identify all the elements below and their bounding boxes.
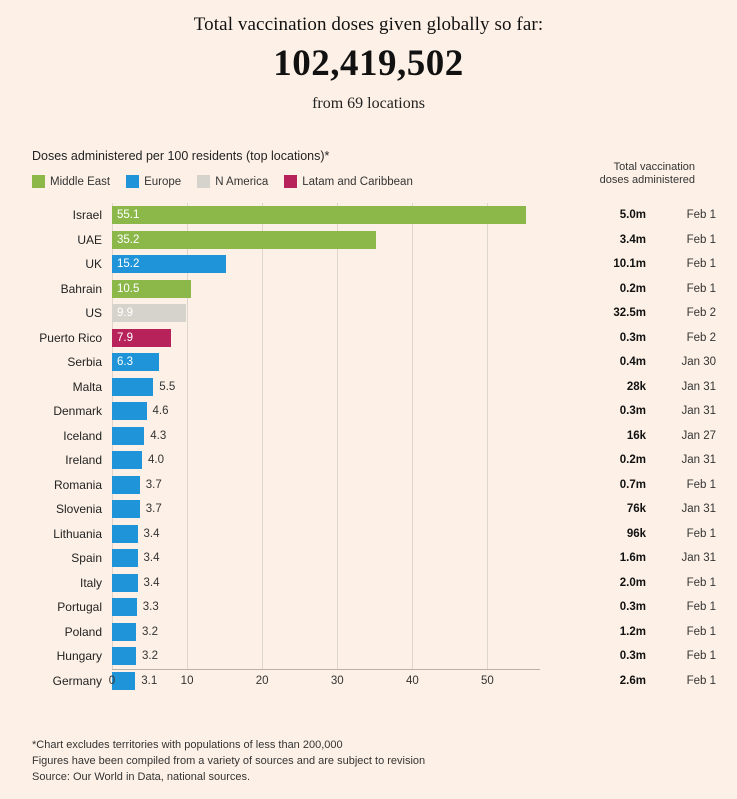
category-label: Slovenia bbox=[55, 502, 102, 516]
bar bbox=[112, 500, 140, 518]
total-doses-value: 0.2m bbox=[619, 282, 646, 295]
right-value-row bbox=[540, 424, 735, 449]
footnotes bbox=[32, 737, 425, 785]
category-label-row bbox=[32, 375, 108, 400]
total-doses-value: 0.2m bbox=[619, 454, 646, 466]
category-label: Israel bbox=[72, 208, 102, 222]
bar-value-label: 3.2 bbox=[142, 625, 159, 638]
bars-list bbox=[112, 203, 540, 693]
category-label-row bbox=[32, 620, 108, 645]
legend-item bbox=[197, 175, 268, 188]
category-label: Bahrain bbox=[60, 281, 102, 296]
bar-chart-plot bbox=[32, 203, 716, 693]
legend-label: N America bbox=[215, 175, 269, 188]
total-doses-value: 16k bbox=[626, 429, 646, 442]
bar bbox=[112, 525, 138, 543]
bars-area bbox=[108, 203, 716, 693]
right-value-row bbox=[540, 326, 735, 351]
table-row bbox=[112, 326, 540, 351]
header bbox=[0, 0, 737, 113]
as-of-date: Jan 31 bbox=[681, 380, 716, 393]
page-title: Total vaccination doses given globally so far: bbox=[193, 14, 544, 35]
bar-value-label: 4.6 bbox=[152, 405, 169, 417]
legend-swatch-icon bbox=[126, 175, 139, 188]
table-row bbox=[112, 301, 540, 326]
right-value-row bbox=[540, 497, 735, 522]
bar-value-label: 3.7 bbox=[145, 478, 162, 491]
bar bbox=[112, 402, 147, 420]
total-doses-value: 32.5m bbox=[613, 307, 646, 319]
category-label-row bbox=[32, 546, 108, 571]
category-label: Malta bbox=[72, 379, 102, 394]
right-value-row bbox=[540, 546, 735, 571]
category-label: Iceland bbox=[63, 428, 102, 443]
total-doses-value: 0.3m bbox=[619, 331, 646, 344]
right-value-row bbox=[540, 669, 735, 694]
right-value-row bbox=[540, 620, 735, 645]
category-label: Serbia bbox=[67, 355, 102, 369]
category-label: Hungary bbox=[56, 649, 102, 663]
total-doses-value: 2.6m bbox=[619, 674, 646, 687]
right-value-row bbox=[540, 203, 735, 228]
bar bbox=[112, 427, 144, 445]
category-label-row bbox=[32, 277, 108, 302]
legend-swatch-icon bbox=[284, 175, 297, 188]
table-row bbox=[112, 277, 540, 302]
footnote-line: *Chart excludes territories with populations of less than 200,000 bbox=[32, 739, 343, 751]
category-label-row bbox=[32, 252, 108, 277]
category-label-row bbox=[32, 399, 108, 424]
legend-label: Middle East bbox=[50, 175, 111, 188]
category-label: Italy bbox=[79, 575, 102, 590]
as-of-date: Feb 1 bbox=[686, 674, 716, 687]
right-value-row bbox=[540, 252, 735, 277]
as-of-date: Feb 2 bbox=[686, 307, 716, 319]
total-doses-value: 76k bbox=[626, 503, 646, 515]
category-label: Germany bbox=[52, 673, 102, 688]
right-column-header-line1: Total vaccination bbox=[613, 161, 695, 173]
x-tick-label: 20 bbox=[255, 675, 269, 687]
as-of-date: Feb 1 bbox=[686, 576, 716, 589]
category-label-row bbox=[32, 595, 108, 620]
table-row bbox=[112, 644, 540, 669]
bar bbox=[112, 623, 136, 641]
table-row bbox=[112, 424, 540, 449]
legend-label: Latam and Caribbean bbox=[302, 175, 413, 188]
as-of-date: Feb 1 bbox=[686, 478, 716, 491]
bar-value-label: 6.3 bbox=[117, 356, 133, 368]
x-axis-ticks bbox=[108, 671, 540, 691]
bar bbox=[112, 451, 142, 469]
as-of-date: Feb 1 bbox=[686, 625, 716, 638]
total-doses-value: 96k bbox=[626, 527, 646, 540]
x-tick-label: 50 bbox=[481, 675, 494, 687]
bar bbox=[112, 647, 136, 665]
right-value-row bbox=[540, 644, 735, 669]
category-label-row bbox=[32, 669, 108, 694]
total-doses-number: 102,419,502 bbox=[273, 43, 464, 84]
total-doses-value: 3.4m bbox=[619, 233, 646, 246]
category-label: Puerto Rico bbox=[39, 330, 102, 345]
category-label-row bbox=[32, 228, 108, 253]
category-label: Ireland bbox=[65, 453, 102, 467]
category-labels bbox=[32, 203, 108, 693]
category-label-row bbox=[32, 473, 108, 498]
category-label: Lithuania bbox=[53, 526, 102, 541]
bar bbox=[112, 231, 376, 249]
as-of-date: Jan 31 bbox=[681, 454, 716, 466]
table-row bbox=[112, 522, 540, 547]
total-doses-value: 0.3m bbox=[619, 601, 646, 613]
table-row bbox=[112, 546, 540, 571]
total-doses-value: 0.4m bbox=[619, 356, 646, 368]
as-of-date: Jan 31 bbox=[681, 405, 716, 417]
bar-value-label: 4.3 bbox=[150, 429, 167, 442]
category-label: Portugal bbox=[57, 600, 102, 614]
right-column-header bbox=[600, 161, 695, 187]
bar-value-label: 3.4 bbox=[143, 576, 160, 589]
total-doses-value: 1.6m bbox=[619, 552, 646, 564]
as-of-date: Jan 31 bbox=[681, 503, 716, 515]
category-label-row bbox=[32, 203, 108, 228]
total-doses-value: 1.2m bbox=[619, 625, 646, 638]
category-label-row bbox=[32, 301, 108, 326]
footnote-line: Figures have been compiled from a variety of sources and are subject to revision bbox=[32, 755, 426, 767]
legend-item bbox=[32, 175, 110, 188]
bar-value-label: 35.2 bbox=[117, 233, 140, 246]
right-values-column bbox=[540, 203, 735, 693]
bar-value-label: 5.5 bbox=[159, 380, 176, 393]
x-tick-label: 40 bbox=[405, 675, 419, 687]
bar-value-label: 3.4 bbox=[143, 527, 160, 540]
total-doses-value: 10.1m bbox=[613, 258, 646, 270]
right-value-row bbox=[540, 375, 735, 400]
legend-swatch-icon bbox=[197, 175, 210, 188]
table-row bbox=[112, 571, 540, 596]
bar-value-label: 4.0 bbox=[148, 454, 165, 466]
as-of-date: Jan 31 bbox=[681, 552, 716, 564]
category-label-row bbox=[32, 497, 108, 522]
legend-label: Europe bbox=[144, 175, 182, 188]
right-value-row bbox=[540, 350, 735, 375]
category-label-row bbox=[32, 424, 108, 449]
bar-value-label: 3.2 bbox=[142, 650, 159, 662]
bar bbox=[112, 206, 526, 224]
x-tick-label: 10 bbox=[180, 675, 194, 687]
total-doses-value: 0.3m bbox=[619, 650, 646, 662]
bar-value-label: 9.9 bbox=[117, 307, 133, 319]
table-row bbox=[112, 203, 540, 228]
as-of-date: Feb 2 bbox=[686, 331, 716, 344]
total-doses-value: 28k bbox=[626, 380, 646, 393]
right-value-row bbox=[540, 228, 735, 253]
bar-value-label: 3.7 bbox=[145, 503, 162, 515]
locations-subtitle: from 69 locations bbox=[312, 95, 425, 112]
legend-item bbox=[284, 175, 413, 188]
table-row bbox=[112, 448, 540, 473]
table-row bbox=[112, 595, 540, 620]
as-of-date: Feb 1 bbox=[686, 209, 716, 221]
bar bbox=[112, 574, 138, 592]
as-of-date: Feb 1 bbox=[686, 258, 716, 270]
bar-value-label: 3.3 bbox=[142, 601, 159, 613]
total-doses-value: 0.3m bbox=[619, 405, 646, 417]
category-label: Romania bbox=[53, 477, 102, 492]
table-row bbox=[112, 350, 540, 375]
footnote-line: Source: Our World in Data, national sources. bbox=[32, 771, 251, 783]
bar-value-label: 7.9 bbox=[117, 331, 133, 344]
table-row bbox=[112, 375, 540, 400]
as-of-date: Feb 1 bbox=[686, 233, 716, 246]
category-label: UAE bbox=[77, 232, 102, 247]
total-doses-value: 5.0m bbox=[619, 209, 646, 221]
chart-block bbox=[0, 149, 737, 693]
bar-value-label: 10.5 bbox=[117, 282, 140, 295]
right-value-row bbox=[540, 399, 735, 424]
category-label-row bbox=[32, 644, 108, 669]
category-label: US bbox=[85, 306, 102, 320]
bar-value-label: 3.4 bbox=[143, 552, 160, 564]
right-column-header-line2: doses administered bbox=[599, 174, 695, 186]
bar-value-label: 15.2 bbox=[117, 258, 140, 270]
bar-value-label: 55.1 bbox=[117, 209, 140, 221]
as-of-date: Feb 1 bbox=[686, 282, 716, 295]
table-row bbox=[112, 473, 540, 498]
category-label-row bbox=[32, 326, 108, 351]
bar bbox=[112, 378, 153, 396]
legend-swatch-icon bbox=[32, 175, 45, 188]
category-label: Poland bbox=[64, 624, 102, 639]
as-of-date: Feb 1 bbox=[686, 527, 716, 540]
table-row bbox=[112, 252, 540, 277]
category-label-row bbox=[32, 350, 108, 375]
as-of-date: Feb 1 bbox=[686, 601, 716, 613]
right-value-row bbox=[540, 522, 735, 547]
total-doses-value: 0.7m bbox=[619, 478, 646, 491]
category-label: Denmark bbox=[53, 404, 102, 418]
right-value-row bbox=[540, 301, 735, 326]
category-label-row bbox=[32, 571, 108, 596]
as-of-date: Feb 1 bbox=[686, 650, 716, 662]
category-label: UK bbox=[85, 257, 102, 271]
right-value-row bbox=[540, 473, 735, 498]
category-label-row bbox=[32, 522, 108, 547]
table-row bbox=[112, 228, 540, 253]
bar bbox=[112, 476, 140, 494]
category-label: Spain bbox=[71, 551, 102, 565]
bar-value-label: 3.1 bbox=[141, 674, 158, 687]
chart-subtitle: Doses administered per 100 residents (top locations)* bbox=[32, 149, 330, 163]
right-value-row bbox=[540, 277, 735, 302]
right-value-row bbox=[540, 571, 735, 596]
as-of-date: Jan 27 bbox=[681, 429, 716, 442]
table-row bbox=[112, 399, 540, 424]
x-tick-label: 0 bbox=[108, 675, 116, 687]
x-tick-label: 30 bbox=[330, 675, 344, 687]
table-row bbox=[112, 497, 540, 522]
legend-row bbox=[32, 161, 709, 195]
table-row bbox=[112, 620, 540, 645]
legend-item bbox=[126, 175, 181, 188]
as-of-date: Jan 30 bbox=[681, 356, 716, 368]
right-value-row bbox=[540, 448, 735, 473]
category-label-row bbox=[32, 448, 108, 473]
bar bbox=[112, 549, 138, 567]
bar bbox=[112, 598, 137, 616]
total-doses-value: 2.0m bbox=[619, 576, 646, 589]
right-value-row bbox=[540, 595, 735, 620]
